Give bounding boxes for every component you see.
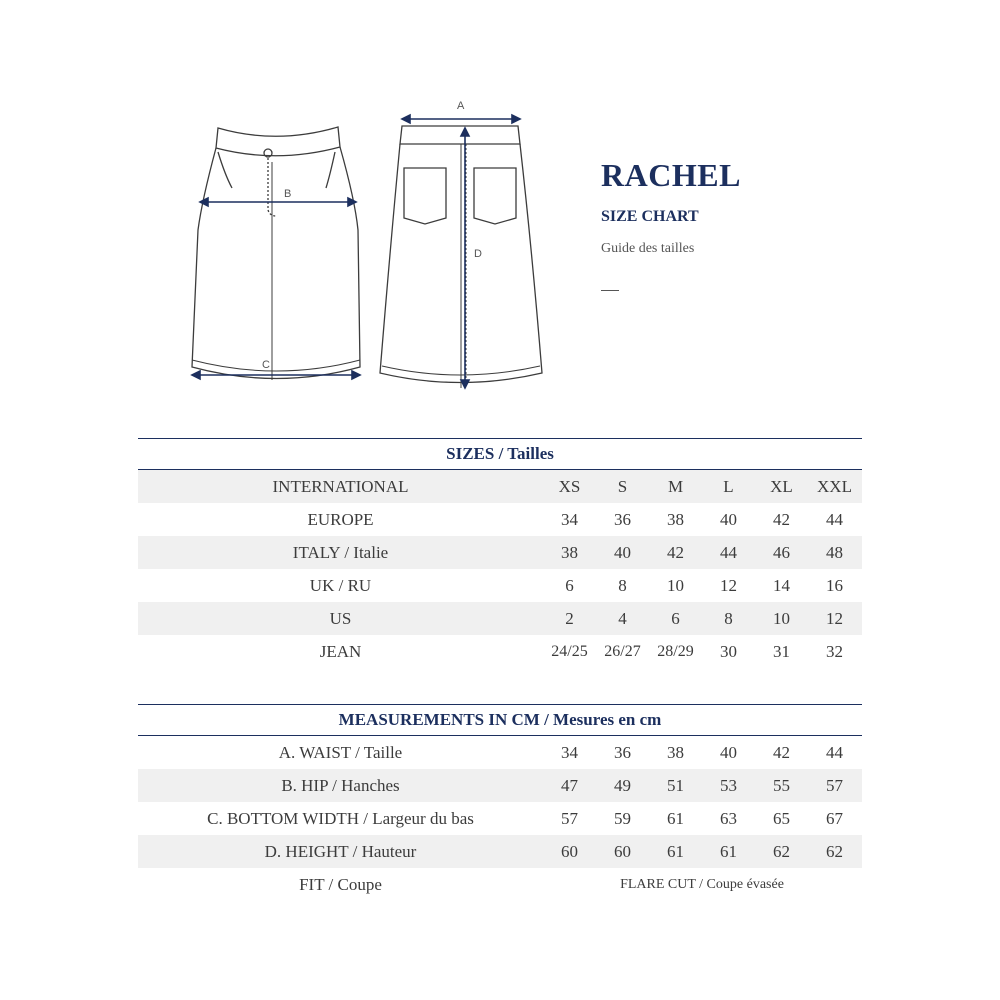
cell: L — [723, 476, 734, 496]
row-label: C. BOTTOM WIDTH / Largeur du bas — [207, 808, 474, 828]
row-label: ITALY / Italie — [292, 542, 389, 562]
cell: 44 — [826, 509, 843, 529]
title-block — [601, 155, 741, 291]
hip-measure-b — [200, 198, 356, 206]
cell: 14 — [773, 575, 790, 595]
row-label: UK / RU — [309, 575, 372, 595]
cell: 61 — [720, 841, 737, 861]
table-row — [138, 769, 862, 802]
cell: 42 — [667, 542, 684, 562]
cell: 63 — [720, 808, 737, 828]
cell: 31 — [773, 641, 790, 661]
skirt-front-drawing — [192, 127, 360, 380]
cell: 67 — [826, 808, 843, 828]
row-label: JEAN — [319, 641, 362, 661]
row-label: D. HEIGHT / Hauteur — [264, 841, 417, 861]
cell: 36 — [614, 742, 631, 762]
cell: 16 — [826, 575, 843, 595]
sizes-heading: SIZES / Tailles — [446, 444, 554, 463]
table-row — [138, 635, 862, 668]
skirt-diagram — [180, 90, 560, 400]
row-label: B. HIP / Hanches — [281, 775, 400, 795]
cell: 60 — [614, 841, 631, 861]
measurements-table — [138, 704, 862, 901]
row-label: EUROPE — [307, 509, 374, 529]
table-row — [138, 835, 862, 868]
cell: 30 — [720, 641, 737, 661]
table-row — [138, 736, 862, 769]
cell: 59 — [614, 808, 631, 828]
cell: 44 — [826, 742, 843, 762]
cell: 48 — [826, 542, 843, 562]
sizes-table — [138, 438, 862, 668]
cell: XL — [770, 476, 793, 496]
cell: 10 — [773, 608, 790, 628]
cell: 38 — [667, 509, 684, 529]
table-row — [138, 470, 862, 503]
fit-value: FLARE CUT / Coupe évasée — [620, 876, 784, 892]
skirt-back-drawing — [380, 126, 542, 388]
cell: 57 — [826, 775, 843, 795]
cell: 53 — [720, 775, 737, 795]
cell: 4 — [618, 608, 627, 628]
size-chart-heading: SIZE CHART — [601, 208, 699, 225]
cell: 47 — [561, 775, 578, 795]
table-row — [138, 868, 862, 901]
label-d: D — [474, 248, 482, 260]
cell: S — [617, 476, 628, 496]
cell: 12 — [826, 608, 843, 628]
cell: 65 — [773, 808, 790, 828]
cell: 60 — [561, 841, 578, 861]
measurements-heading: MEASUREMENTS IN CM / Mesures en cm — [338, 710, 662, 729]
cell: 8 — [618, 575, 627, 595]
cell: 51 — [667, 775, 684, 795]
table-row — [138, 569, 862, 602]
table-row — [138, 602, 862, 635]
cell: 38 — [561, 542, 578, 562]
cell: 40 — [614, 542, 631, 562]
row-label: US — [329, 608, 352, 628]
table-row — [138, 536, 862, 569]
cell: 49 — [614, 775, 631, 795]
label-a: A — [457, 100, 465, 112]
cell: 26/27 — [604, 642, 641, 660]
cell: 36 — [614, 509, 631, 529]
cell: 34 — [561, 742, 578, 762]
row-label: A. WAIST / Taille — [278, 742, 403, 762]
size-guide-subtitle: Guide des tailles — [601, 241, 695, 256]
cell: 28/29 — [657, 642, 694, 660]
cell: 42 — [773, 509, 790, 529]
table-row — [138, 503, 862, 536]
cell: 57 — [561, 808, 578, 828]
cell: 46 — [773, 542, 790, 562]
cell: 61 — [667, 808, 684, 828]
cell: 38 — [667, 742, 684, 762]
cell: 32 — [826, 641, 843, 661]
waist-measure-a — [402, 115, 520, 123]
cell: 2 — [565, 608, 574, 628]
height-measure-d — [461, 128, 469, 388]
label-c: C — [262, 359, 270, 371]
label-b: B — [284, 188, 292, 200]
cell: 10 — [667, 575, 684, 595]
cell: 62 — [826, 841, 843, 861]
cell: 40 — [720, 509, 737, 529]
cell: 40 — [720, 742, 737, 762]
product-title: RACHEL — [601, 157, 741, 193]
cell: 61 — [667, 841, 684, 861]
cell: 6 — [671, 608, 680, 628]
table-row — [138, 802, 862, 835]
row-label: INTERNATIONAL — [272, 476, 409, 496]
cell: M — [667, 476, 684, 496]
cell: 42 — [773, 742, 790, 762]
cell: 44 — [720, 542, 737, 562]
cell: 12 — [720, 575, 737, 595]
cell: XXL — [817, 476, 852, 496]
cell: 62 — [773, 841, 790, 861]
cell: 24/25 — [551, 642, 588, 660]
divider-dash — [601, 290, 619, 291]
cell: XS — [558, 476, 581, 496]
cell: 55 — [773, 775, 790, 795]
cell: 8 — [724, 608, 733, 628]
cell: 6 — [565, 575, 574, 595]
fit-label: FIT / Coupe — [299, 874, 382, 894]
cell: 34 — [561, 509, 578, 529]
